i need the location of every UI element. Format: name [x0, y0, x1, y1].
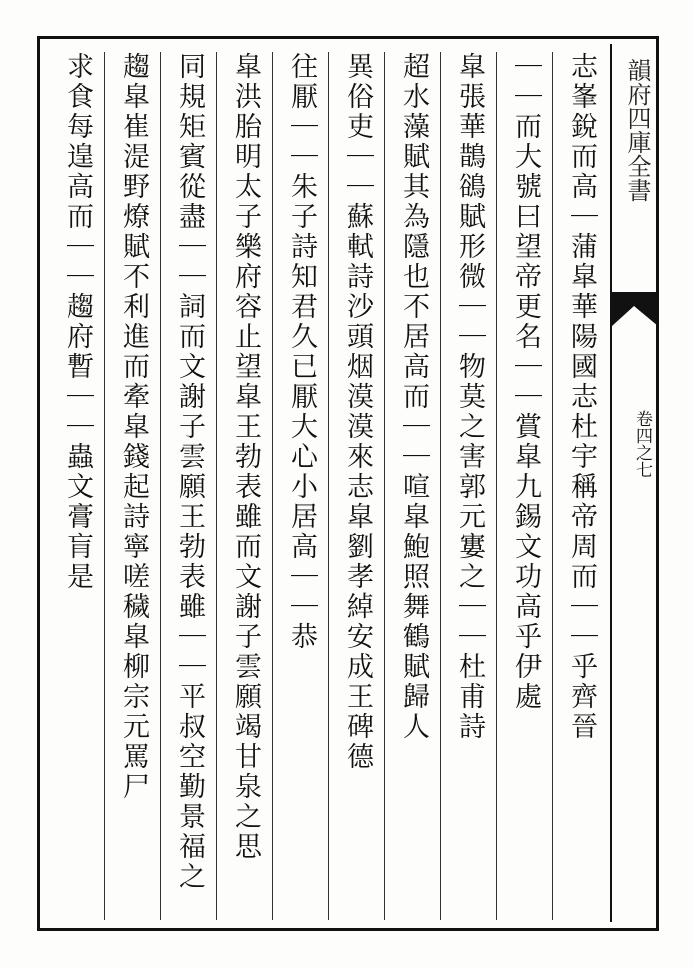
text-column: 異俗吏｜｜蘇軾詩沙頭烟漠漠來志皐劉孝綽安成王碑德 [328, 52, 384, 920]
text-column: 同規矩賓從盡｜｜詞而文謝子雲願王勃表雖｜｜平叔空勤景福之 [160, 52, 216, 920]
text-column: 皐洪胎明太子樂府容止望皐王勃表雖而文謝子雲願竭甘泉之思 [216, 52, 272, 920]
text-column: ｜｜而大號曰望帝更名｜｜賞皐九錫文功高乎伊處 [496, 52, 552, 920]
text-column: 趨皐崔湜野燎賦不利進而牽皐錢起詩寧嗟穢皐柳宗元罵尸 [104, 52, 160, 920]
juan-number: 卷四之七 [632, 410, 652, 478]
text-column: 往厭｜｜朱子詩知君久已厭大心小居高｜｜恭 [272, 52, 328, 920]
banxin-title: 韻府四庫全書 [623, 58, 651, 202]
text-column: 皐張華鵲鵒賦形微｜｜物莫之害郭元寠之｜｜杜甫詩 [440, 52, 496, 920]
text-columns [48, 52, 608, 920]
fishtail-mark [612, 292, 658, 326]
text-column: 超水藻賦其為隱也不居高而｜｜喧皐鮑照舞鶴賦歸人 [384, 52, 440, 920]
text-column: 志峯銳而高｜蒲皐華陽國志杜宇稱帝周而｜｜乎齊晉 [552, 52, 608, 920]
text-column: 求食每遑高而｜｜趨府暫｜｜蟲文膏肓是 [62, 52, 93, 592]
